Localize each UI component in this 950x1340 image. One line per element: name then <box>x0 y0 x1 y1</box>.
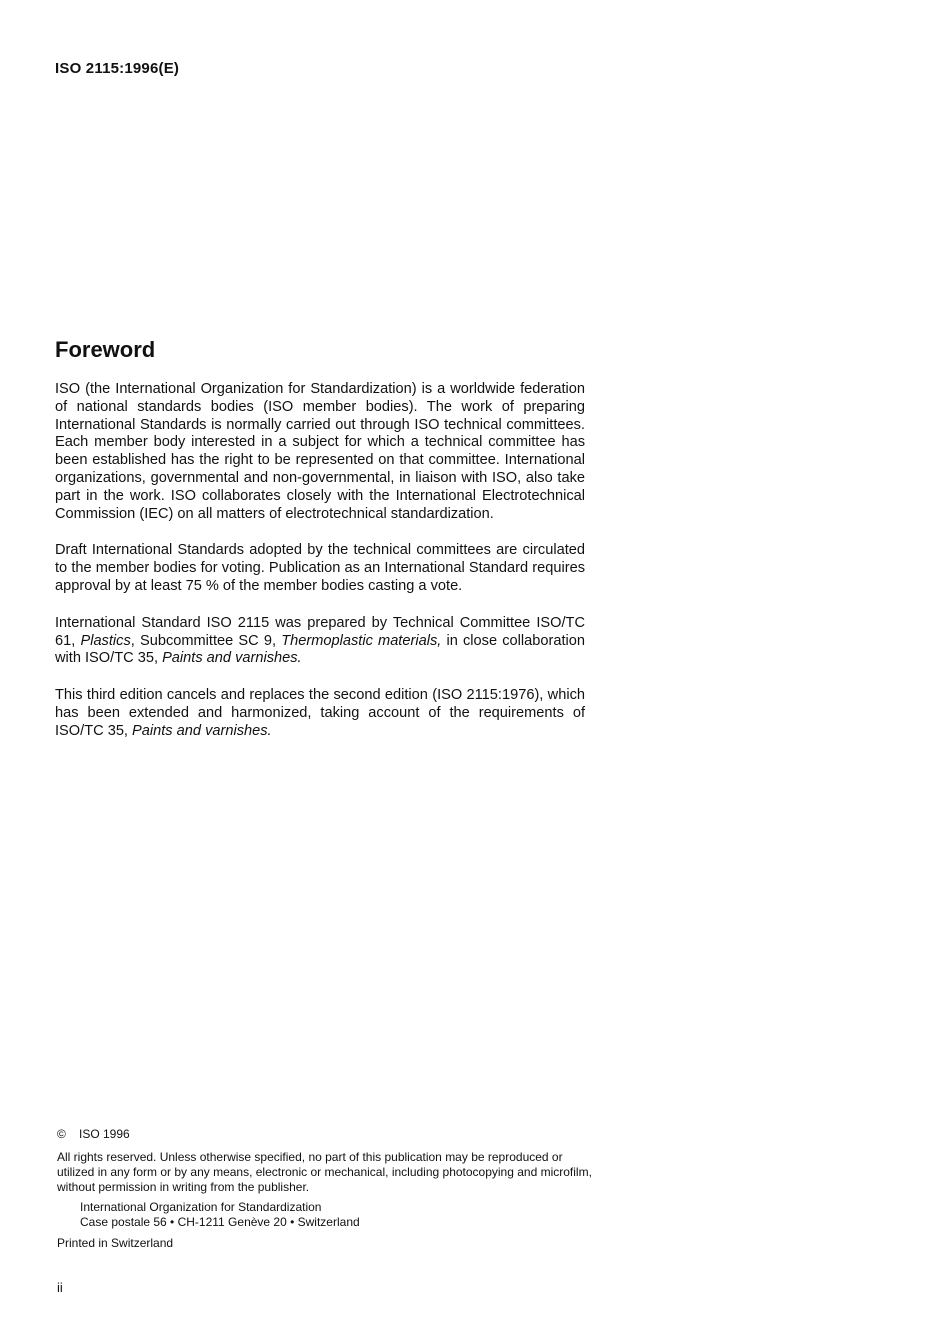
committee-name-paints: Paints and varnishes. <box>162 650 302 667</box>
copyright-line <box>57 1127 592 1142</box>
foreword-paragraph-3 <box>55 615 585 668</box>
printed-in: Printed in Switzerland <box>57 1236 174 1250</box>
foreword-body <box>55 381 585 760</box>
paragraph-text: in close collaboration with ISO/TC 35, <box>55 632 585 667</box>
organization-name: International Organization for Standardization <box>80 1200 322 1214</box>
page-number: ii <box>57 1280 63 1295</box>
publisher-address <box>57 1200 592 1230</box>
copyright-symbol: © <box>57 1127 66 1141</box>
committee-name-paints: Paints and varnishes. <box>132 722 272 739</box>
paragraph-text: International Standard ISO 2115 was prepared by Technical Committee ISO/TC 61, <box>55 614 585 649</box>
subcommittee-name: Thermoplastic materials, <box>281 632 442 649</box>
committee-name-plastics: Plastics <box>80 632 131 649</box>
foreword-paragraph-4 <box>55 687 585 740</box>
foreword-paragraph-2: Draft International Standards adopted by the technical committees are circulated to the member bodies for voting. Publication as an International Standard requires approval by at least 75 % of the member bodies casting a vote. <box>55 542 585 594</box>
foreword-paragraph-1: ISO (the International Organization for Standardization) is a worldwide federation of national standards bodies (ISO member bodies). The work of preparing International Standards is normally carried out through ISO technical committees. Each member body interested in a subject for which a technical committee has been established has the right to be represented on that committee. International organizations, governmental and non-governmental, in liaison with ISO, also take part in the work. ISO collaborates closely with the International Electrotechnical Commission (IEC) on all matters of electrotechnical standardization. <box>55 381 585 522</box>
rights-statement: All rights reserved. Unless otherwise specified, no part of this publication may be reproduced or utilized in any form or by any means, electronic or mechanical, including photocopying and microfilm, without permission in writing from the publisher. <box>57 1150 592 1194</box>
postal-address: Case postale 56 • CH-1211 Genève 20 • Switzerland <box>80 1215 360 1229</box>
copyright-year: ISO 1996 <box>79 1127 130 1141</box>
paragraph-text: , Subcommittee SC 9, <box>130 632 282 649</box>
copyright-block <box>57 1127 592 1251</box>
document-id: ISO 2115:1996(E) <box>55 60 180 77</box>
paragraph-text: This third edition cancels and replaces the second edition (ISO 2115:1976), which has been extended and harmonized, taking account of the requirements of ISO/TC 35, <box>55 687 585 739</box>
foreword-heading: Foreword <box>55 337 156 362</box>
